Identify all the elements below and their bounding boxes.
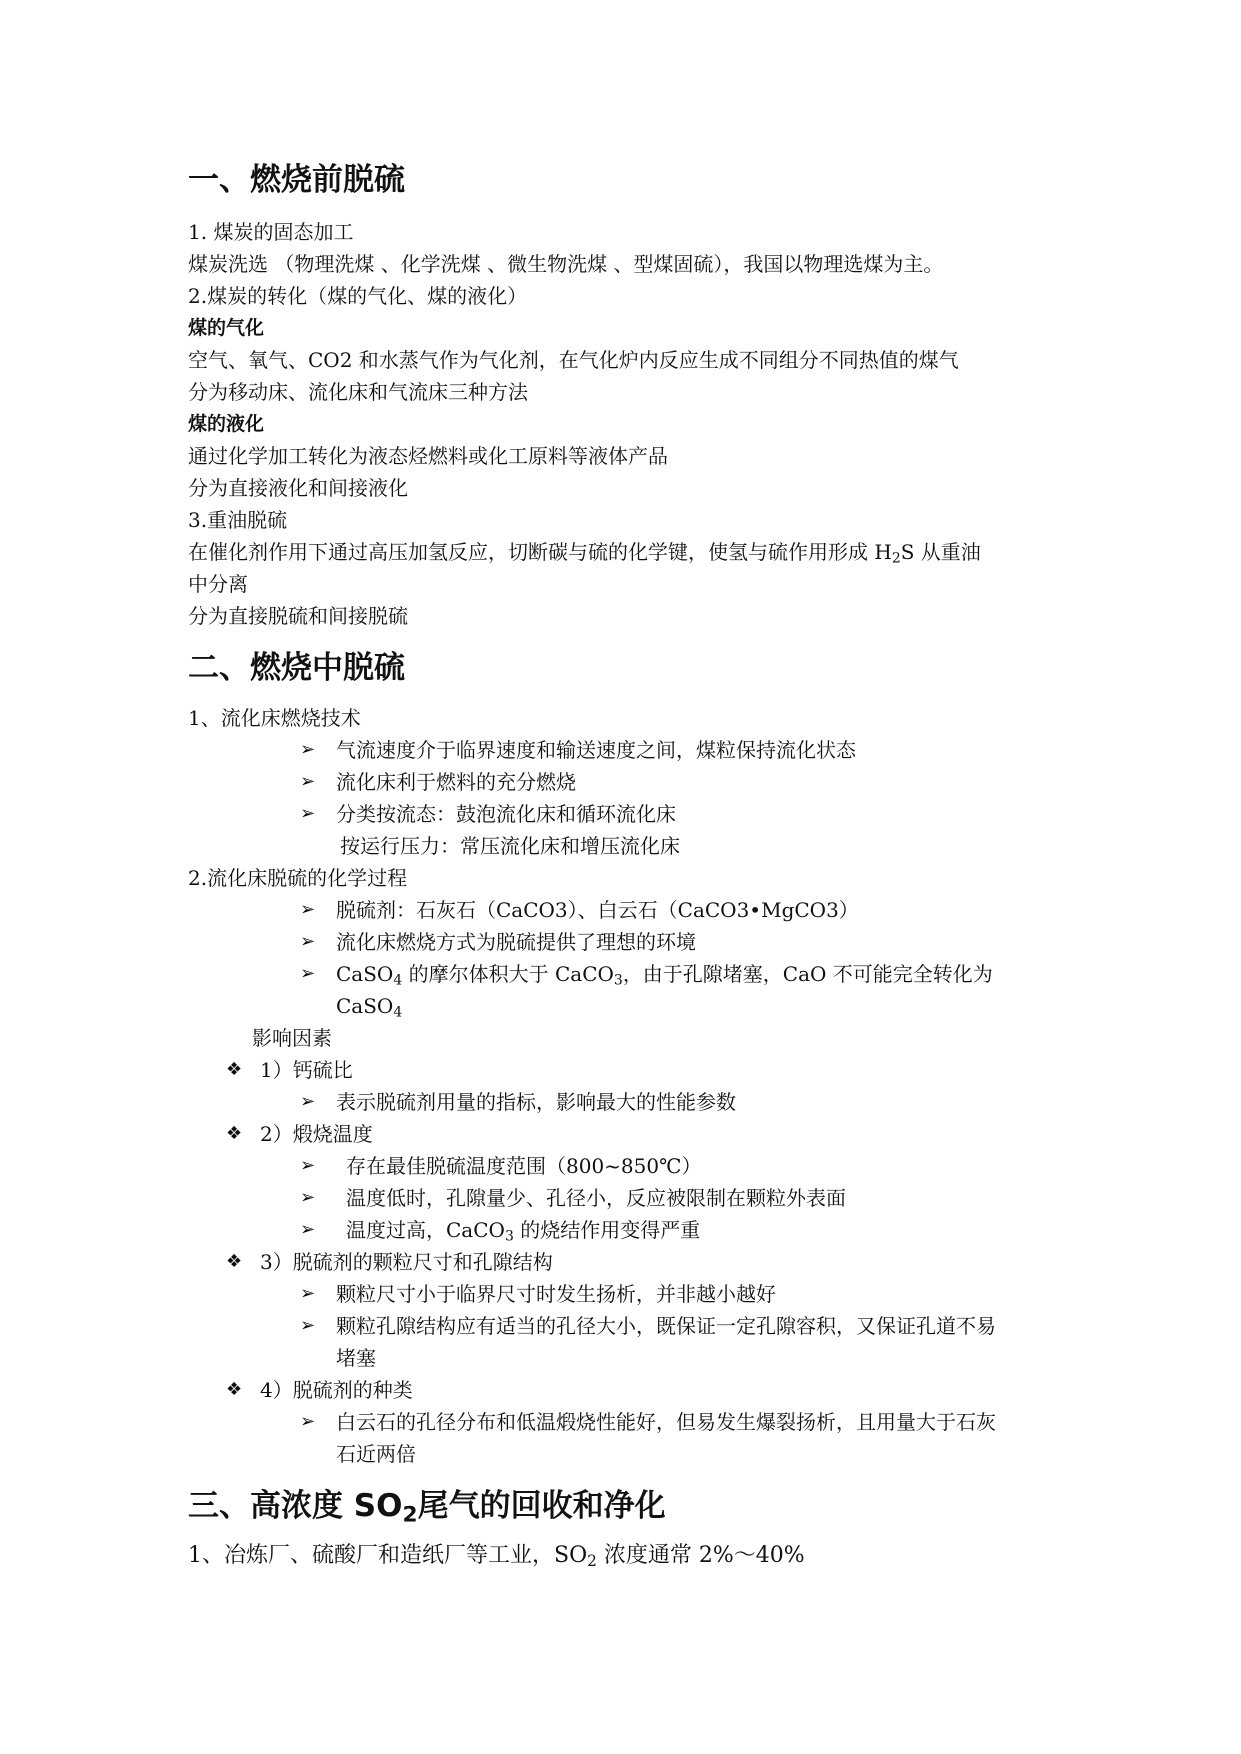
fbc-bullet-3-cont: 按运行压力：常压流化床和增压流化床 <box>340 834 680 858</box>
s3-item-1: 1、冶炼厂、硫酸厂和造纸厂等工业，$SO_2$ 浓度通常 2%～40% <box>188 1543 805 1570</box>
factor-4-bullet-1-cont: 石近两倍 <box>336 1442 416 1466</box>
coal-gasification-methods: 分为移动床、流化床和气流床三种方法 <box>188 380 528 404</box>
heavy-oil-methods: 分为直接脱硫和间接脱硫 <box>188 604 408 628</box>
factor-3-bullet-1: 颗粒尺寸小于临界尺寸时发生扬析，并非越小越好 <box>336 1282 776 1306</box>
factor-3-bullet-2-cont: 堵塞 <box>336 1346 376 1370</box>
coal-liquefaction-desc: 通过化学加工转化为液态烃燃料或化工原料等液体产品 <box>188 444 668 468</box>
section-3-heading: 三、高浓度 $SO_2$尾气的回收和净化 <box>188 1488 666 1528</box>
factors-title: 影响因素 <box>252 1026 332 1050</box>
factor-1-bullet-1: 表示脱硫剂用量的指标，影响最大的性能参数 <box>336 1090 736 1114</box>
diamond-bullet-icon: ❖ <box>226 1379 243 1400</box>
factor-2: 2）煅烧温度 <box>260 1122 373 1146</box>
chem-bullet-1: 脱硫剂：石灰石（CaCO3）、白云石（CaCO3•MgCO3） <box>336 898 859 922</box>
factor-3-bullet-2: 颗粒孔隙结构应有适当的孔径大小，既保证一定孔隙容积，又保证孔道不易 <box>336 1314 996 1338</box>
arrow-bullet-icon: ➢ <box>300 771 316 792</box>
arrow-bullet-icon: ➢ <box>300 1091 316 1112</box>
fbc-bullet-3: 分类按流态：鼓泡流化床和循环流化床 <box>336 802 676 826</box>
factor-2-bullet-2: 温度低时，孔隙量少、孔径小，反应被限制在颗粒外表面 <box>346 1186 846 1210</box>
arrow-bullet-icon: ➢ <box>300 739 316 760</box>
arrow-bullet-icon: ➢ <box>300 931 316 952</box>
heavy-oil-desc-cont: 中分离 <box>188 572 248 596</box>
section-1-heading: 一、燃烧前脱硫 <box>188 162 405 198</box>
arrow-bullet-icon: ➢ <box>300 963 316 984</box>
s1-item-3: 3.重油脱硫 <box>188 508 288 532</box>
factor-3: 3）脱硫剂的颗粒尺寸和孔隙结构 <box>260 1250 553 1274</box>
diamond-bullet-icon: ❖ <box>226 1059 243 1080</box>
factor-4-bullet-1: 白云石的孔径分布和低温煅烧性能好，但易发生爆裂扬析，且用量大于石灰 <box>336 1410 996 1434</box>
chem-bullet-3-cont: CaSO$_4$ <box>336 994 403 1021</box>
s1-coal-washing: 煤炭洗选 （物理洗煤 、化学洗煤 、微生物洗煤 、型煤固硫），我国以物理选煤为主。 <box>188 252 944 276</box>
arrow-bullet-icon: ➢ <box>300 1283 316 1304</box>
diamond-bullet-icon: ❖ <box>226 1251 243 1272</box>
s1-item-1: 1. 煤炭的固态加工 <box>188 220 354 244</box>
chem-bullet-2: 流化床燃烧方式为脱硫提供了理想的环境 <box>336 930 696 954</box>
arrow-bullet-icon: ➢ <box>300 1315 316 1336</box>
fbc-bullet-2: 流化床利于燃料的充分燃烧 <box>336 770 576 794</box>
section-2-heading: 二、燃烧中脱硫 <box>188 650 405 686</box>
arrow-bullet-icon: ➢ <box>300 1411 316 1432</box>
coal-liquefaction-methods: 分为直接液化和间接液化 <box>188 476 408 500</box>
coal-gasification-title: 煤的气化 <box>188 317 265 339</box>
factor-2-bullet-3: 温度过高，CaCO$_3$ 的烧结作用变得严重 <box>346 1218 701 1245</box>
s2-item-2: 2.流化床脱硫的化学过程 <box>188 866 408 890</box>
s2-item-1: 1、流化床燃烧技术 <box>188 706 361 730</box>
heavy-oil-desc: 在催化剂作用下通过高压加氢反应，切断碳与硫的化学键，使氢与硫作用形成 $H_2S$ 从重油 <box>188 540 981 567</box>
factor-2-bullet-1: 存在最佳脱硫温度范围（800~850℃） <box>346 1154 702 1178</box>
diamond-bullet-icon: ❖ <box>226 1123 243 1144</box>
arrow-bullet-icon: ➢ <box>300 803 316 824</box>
coal-liquefaction-title: 煤的液化 <box>188 413 265 435</box>
factor-1: 1）钙硫比 <box>260 1058 353 1082</box>
arrow-bullet-icon: ➢ <box>300 899 316 920</box>
coal-gasification-desc: 空气、氧气、CO2 和水蒸气作为气化剂，在气化炉内反应生成不同组分不同热值的煤气 <box>188 348 959 372</box>
fbc-bullet-1: 气流速度介于临界速度和输送速度之间，煤粒保持流化状态 <box>336 738 856 762</box>
factor-4: 4）脱硫剂的种类 <box>260 1378 413 1402</box>
arrow-bullet-icon: ➢ <box>300 1155 316 1176</box>
arrow-bullet-icon: ➢ <box>300 1187 316 1208</box>
s1-item-2: 2.煤炭的转化（煤的气化、煤的液化） <box>188 284 528 308</box>
chem-bullet-3: CaSO$_4$ 的摩尔体积大于 CaCO$_3$，由于孔隙堵塞，CaO 不可能完全转化为 <box>336 962 993 989</box>
arrow-bullet-icon: ➢ <box>300 1219 316 1240</box>
